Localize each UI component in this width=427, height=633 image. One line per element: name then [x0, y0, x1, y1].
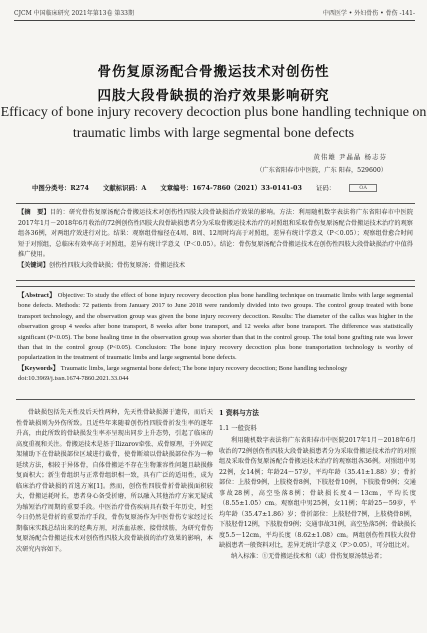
running-head-left: CJCM 中国临床研究 2021年第13卷 第33期 — [14, 9, 134, 17]
english-abstract-label: 【Abstract】 — [18, 292, 56, 299]
general-data-paragraph: 利用随机数字表法将广东省阳春市中医院2017年1月－2018年6月收治的72例创伤性四肢大段骨缺损患者分为采取骨搬运技术治疗的对照组及采取骨伤复原汤配合骨搬运技术治疗的观察组各36例。对照组中男22例，女14例；年龄24～57岁，平均年龄（35.41±1.88）岁；骨折部位：上肢骨9例，上肢桡骨8例，下肢胫骨10例，下肢股骨9例；交通事故28例，高空坠落8例；骨缺损长度4～13cm，平均长度（8.55±1.05）cm。观察组中男25例，女11例；年龄25～59岁，平均年龄（35.47±1.86）岁；骨折部位：上肢胫骨7例，上肢桡骨8例，下肢胫骨12例，下肢股骨9例；交通事故31例，高空坠落5例；骨缺损长度5.5～12cm，平均长度（8.62±1.08）cm。两组创伤性四肢大段骨缺损患者一般资料对比，差异无统计学意义（P＞0.05），可分组比对。 — [219, 437, 416, 549]
english-keywords-label: 【Keywords】 — [18, 364, 60, 372]
subsection-heading: 1.1 一般资料 — [219, 423, 257, 432]
chinese-keywords-text: 创伤性四肢大段骨缺损；骨伤复原汤；骨搬运技术 — [48, 261, 186, 269]
certificate-label: 证码： — [315, 184, 336, 192]
chinese-keywords — [18, 261, 413, 272]
inclusion-criteria-paragraph: 纳入标准：①无骨搬运技术和（或）骨伤复原汤禁忌者； — [231, 552, 386, 560]
authors: 黄伟雄 尹晶晶 杨志芬 — [313, 153, 387, 161]
english-abstract — [18, 291, 413, 364]
english-title-line1: Efficacy of bone injury recovery decoction plus bone handling technique on — [0, 105, 427, 120]
article-number: 文章编号：1674-7860（2021）33-0141-03 — [160, 184, 302, 192]
chinese-abstract-text: 目的：研究骨伤复原汤配合骨搬运技术对创伤性四肢大段骨缺损治疗效果的影响。方法：利用随机数字表法将广东省阳春市中医院2017年1月－2018年6月收治的72例创伤性四肢大段骨缺损患者分为采取骨搬运技术治疗的对照组和采取骨伤复原汤配合骨搬运技术治疗的观察组各36例，对两组疗效进行对比。结果：观察组骨痂径在4周、8周、12周时均高于对照组，差异有统计学意义（P＜0.05）；观察组骨愈合时间短于对照组，总临床有效率高于对照组，差异有统计学意义（P＜0.05）。结论：骨伤复原汤配合骨搬运技术在创伤性四肢大段骨缺损治疗中值得推广使用。 — [18, 209, 414, 258]
oa-logo-icon: OA — [349, 184, 377, 192]
section-heading: 1 资料与方法 — [219, 409, 259, 417]
classification-line — [32, 183, 407, 192]
body-column-left — [16, 408, 213, 555]
english-keywords-text: Traumatic limbs, large segmental bone defect; The bone injury recovery decoction; Bone handling technology — [60, 364, 348, 372]
chinese-abstract — [18, 208, 413, 261]
chinese-abstract-box — [16, 203, 415, 281]
english-abstract-text: Objective: To study the effect of bone injury recovery decoction plus bone handling technique on traumatic limbs with large segmental bone defects. Methods: 72 patients from January 2017 to June 2018 were randomly divided into two groups. The control group treated with bone transport technology, and the observation group was given the bone injury recovery decoction. Results: The diameter of the callus was higher in the observation group 4 weeks after bone transport, 8 weeks after bone transport, and 12 weeks after bone transport. The difference was statistically significant (P<0.05). The bone healing time in the observation group was shorter than that in the control group. The total bone grafting rate was lower than that in the control group (P<0.05). Conclusion: The bone injury recovery decoction plus bone transportation technology is worthy of popularization in the treatment of traumatic limbs and large segmental bone defects. — [18, 292, 413, 362]
english-title-line2: traumatic limbs with large segmental bone defects — [72, 126, 355, 141]
running-head-right: 中西医学 • 外妇骨伤 • 骨伤 -141- — [322, 9, 415, 17]
clc-number: 中图分类号：R274 — [32, 184, 89, 192]
body-column-right — [219, 408, 416, 562]
intro-paragraph: 骨缺损包括先天性及后天性两种，先天性骨缺损源于遗传，而后天性骨缺损则为外伤所致。且近些年来随着创伤性四肢骨折发生率的逐年升高，由此所致的骨缺损发生率亦呈现出同步上升态势，引起了临床的高度重视和关注。骨搬运技术是基于Ilizarov牵张、成骨原理，于外固定架辅助下在骨缺损部位区域进行截骨，使骨断端以骨缺损部位作为一种延续方法，相较于异体骨，自体骨搬运不存在生物兼容性问题且缺损修复面积大；新生骨组织与正常骨组织相一致，具有广泛的适用性，成为临床治疗骨缺损的首选方案[1]。然而，创伤性四肢骨折骨缺损面积较大，骨搬运耗时长，患者身心备受折磨，所以融入其他治疗方案无疑成为缩短治疗周期的重要手段。中医治疗骨伤疾病具有数千年历史，时至今日仍然是骨折的重要治疗手段，骨伤复原汤作为中医骨伤专家经过长期临床实践总结出来的经典方剂，对活血祛瘀、接骨续筋，为研究骨伤复原汤配合骨搬运技术对创伤性四肢大段骨缺损的治疗效果的影响，本次研究内容如下。 — [16, 409, 213, 553]
affiliation: （广东省阳春市中医院，广东 阳春，529600） — [256, 167, 387, 174]
chinese-title-line1: 骨伤复原汤配合骨搬运技术对创伤性 — [97, 64, 330, 80]
chinese-title-line2: 四肢大段骨缺损的治疗效果影响研究 — [97, 88, 330, 104]
chinese-keywords-label: 【关键词】 — [18, 261, 49, 269]
doi: doi:10.3969/j.issn.1674-7860.2021.33.044 — [18, 375, 129, 383]
header-rule — [14, 20, 415, 21]
document-code: 文献标识码：A — [103, 184, 147, 192]
running-head — [14, 6, 415, 18]
chinese-abstract-label: 【摘 要】 — [18, 209, 50, 216]
english-keywords — [18, 364, 413, 374]
english-abstract-box — [16, 286, 415, 400]
